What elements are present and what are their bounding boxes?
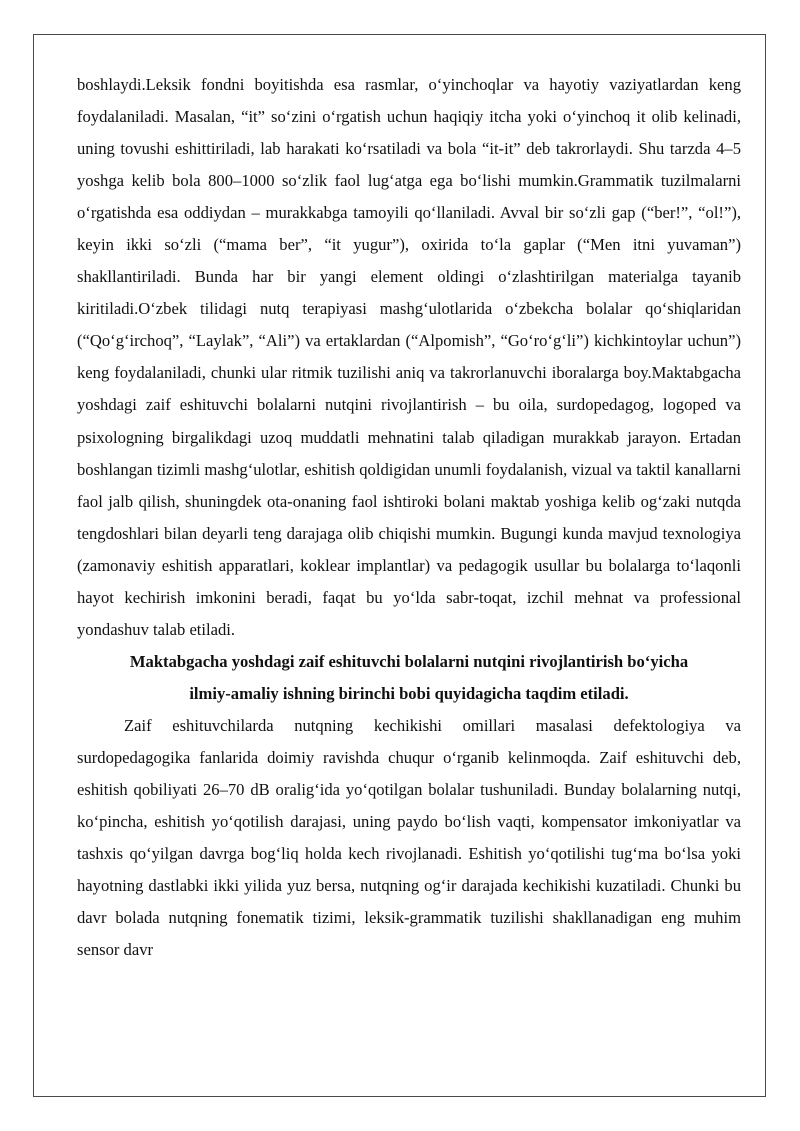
section-heading-line-2: ilmiy-amaliy ishning birinchi bobi quyidagicha taqdim etiladi.	[189, 683, 629, 703]
paragraph-continued: boshlaydi.Leksik fondni boyitishda esa rasmlar, o‘yinchoqlar va hayotiy vaziyatlardan keng foydalaniladi. Masalan, “it” so‘zini o‘rgatish uchun haqiqiy itcha yoki o‘yinchoq it olib kelinadi, uning tovushi eshittiriladi, lab harakati ko‘rsatiladi va bola “it-it” deb takrorlaydi. Shu tarzda 4–5 yoshga kelib bola 800–1000 so‘zlik faol lug‘atga ega bo‘lishi mumkin.Grammatik tuzilmalarni o‘rgatishda esa oddiydan – murakkabga tamoyili qo‘llaniladi. Avval bir so‘zli gap (“ber!”, “ol!”), keyin ikki so‘zli (“mama ber”, “it yugur”), oxirida to‘la gaplar (“Men itni yuvaman”) shakllantiriladi. Bunda har bir yangi element oldingi o‘zlashtirilgan materialga tayanib kiritiladi.O‘zbek tilidagi nutq terapiyasi mashg‘ulotlarida o‘zbekcha bolalar qo‘shiqlaridan (“Qo‘g‘irchoq”, “Laylak”, “Ali”) va ertaklardan (“Alpomish”, “Go‘ro‘g‘li”) kichkintoylar uchun”) keng foydalaniladi, chunki ular ritmik tuzilishi aniq va takrorlanuvchi iboralarga boy.Maktabgacha yoshdagi zaif eshituvchi bolalarni nutqini rivojlantirish – bu oila, surdopedagog, logoped va psixologning birgalikdagi uzoq muddatli mehnatini talab qiladigan murakkab jarayon. Ertadan boshlangan tizimli mashg‘ulotlar, eshitish qoldigidan unumli foydalanish, vizual va taktil kanallarni faol jalb qilish, shuningdek ota-onaning faol ishtiroki bolani maktab yoshiga kelib og‘zaki nutqda tengdoshlari bilan deyarli teng darajaga olib chiqishi mumkin. Bugungi kunda mavjud texnologiya (zamonaviy eshitish apparatlari, koklear implantlar) va pedagogik usullar bu bolalarga to‘laqonli hayot kechirish imkonini beradi, faqat bu yo‘lda sabr-toqat, izchil mehnat va professional yondashuv talab etiladi.	[77, 75, 741, 639]
paragraph-chapter-intro: Zaif eshituvchilarda nutqning kechikishi omillari masalasi defektologiya va surdopedagogika fanlarida doimiy ravishda chuqur o‘rganib kelinmoqda. Zaif eshituvchi deb, eshitish qobiliyati 26–70 dB oralig‘ida yo‘qotilgan bolalar tushuniladi. Bunday bolalarning nutqi, ko‘pincha, eshitish yo‘qotilish darajasi, uning paydo bo‘lish vaqti, kompensator imkoniyatlar va tashxis qo‘yilgan davrga bog‘liq holda kech rivojlanadi. Eshitish yo‘qotilishi tug‘ma bo‘lsa yoki hayotning dastlabki ikki yilida yuz bersa, nutqning og‘ir darajada kechikishi kuzatiladi. Chunki bu davr bolada nutqning fonematik tizimi, leksik-grammatik tuzilishi shakllanadigan eng muhim sensor davr	[77, 715, 741, 960]
section-heading-line-1: Maktabgacha yoshdagi zaif eshituvchi bolalarni nutqini rivojlantirish bo‘yicha	[129, 651, 689, 671]
section-heading	[77, 646, 741, 710]
document-body	[77, 69, 741, 966]
